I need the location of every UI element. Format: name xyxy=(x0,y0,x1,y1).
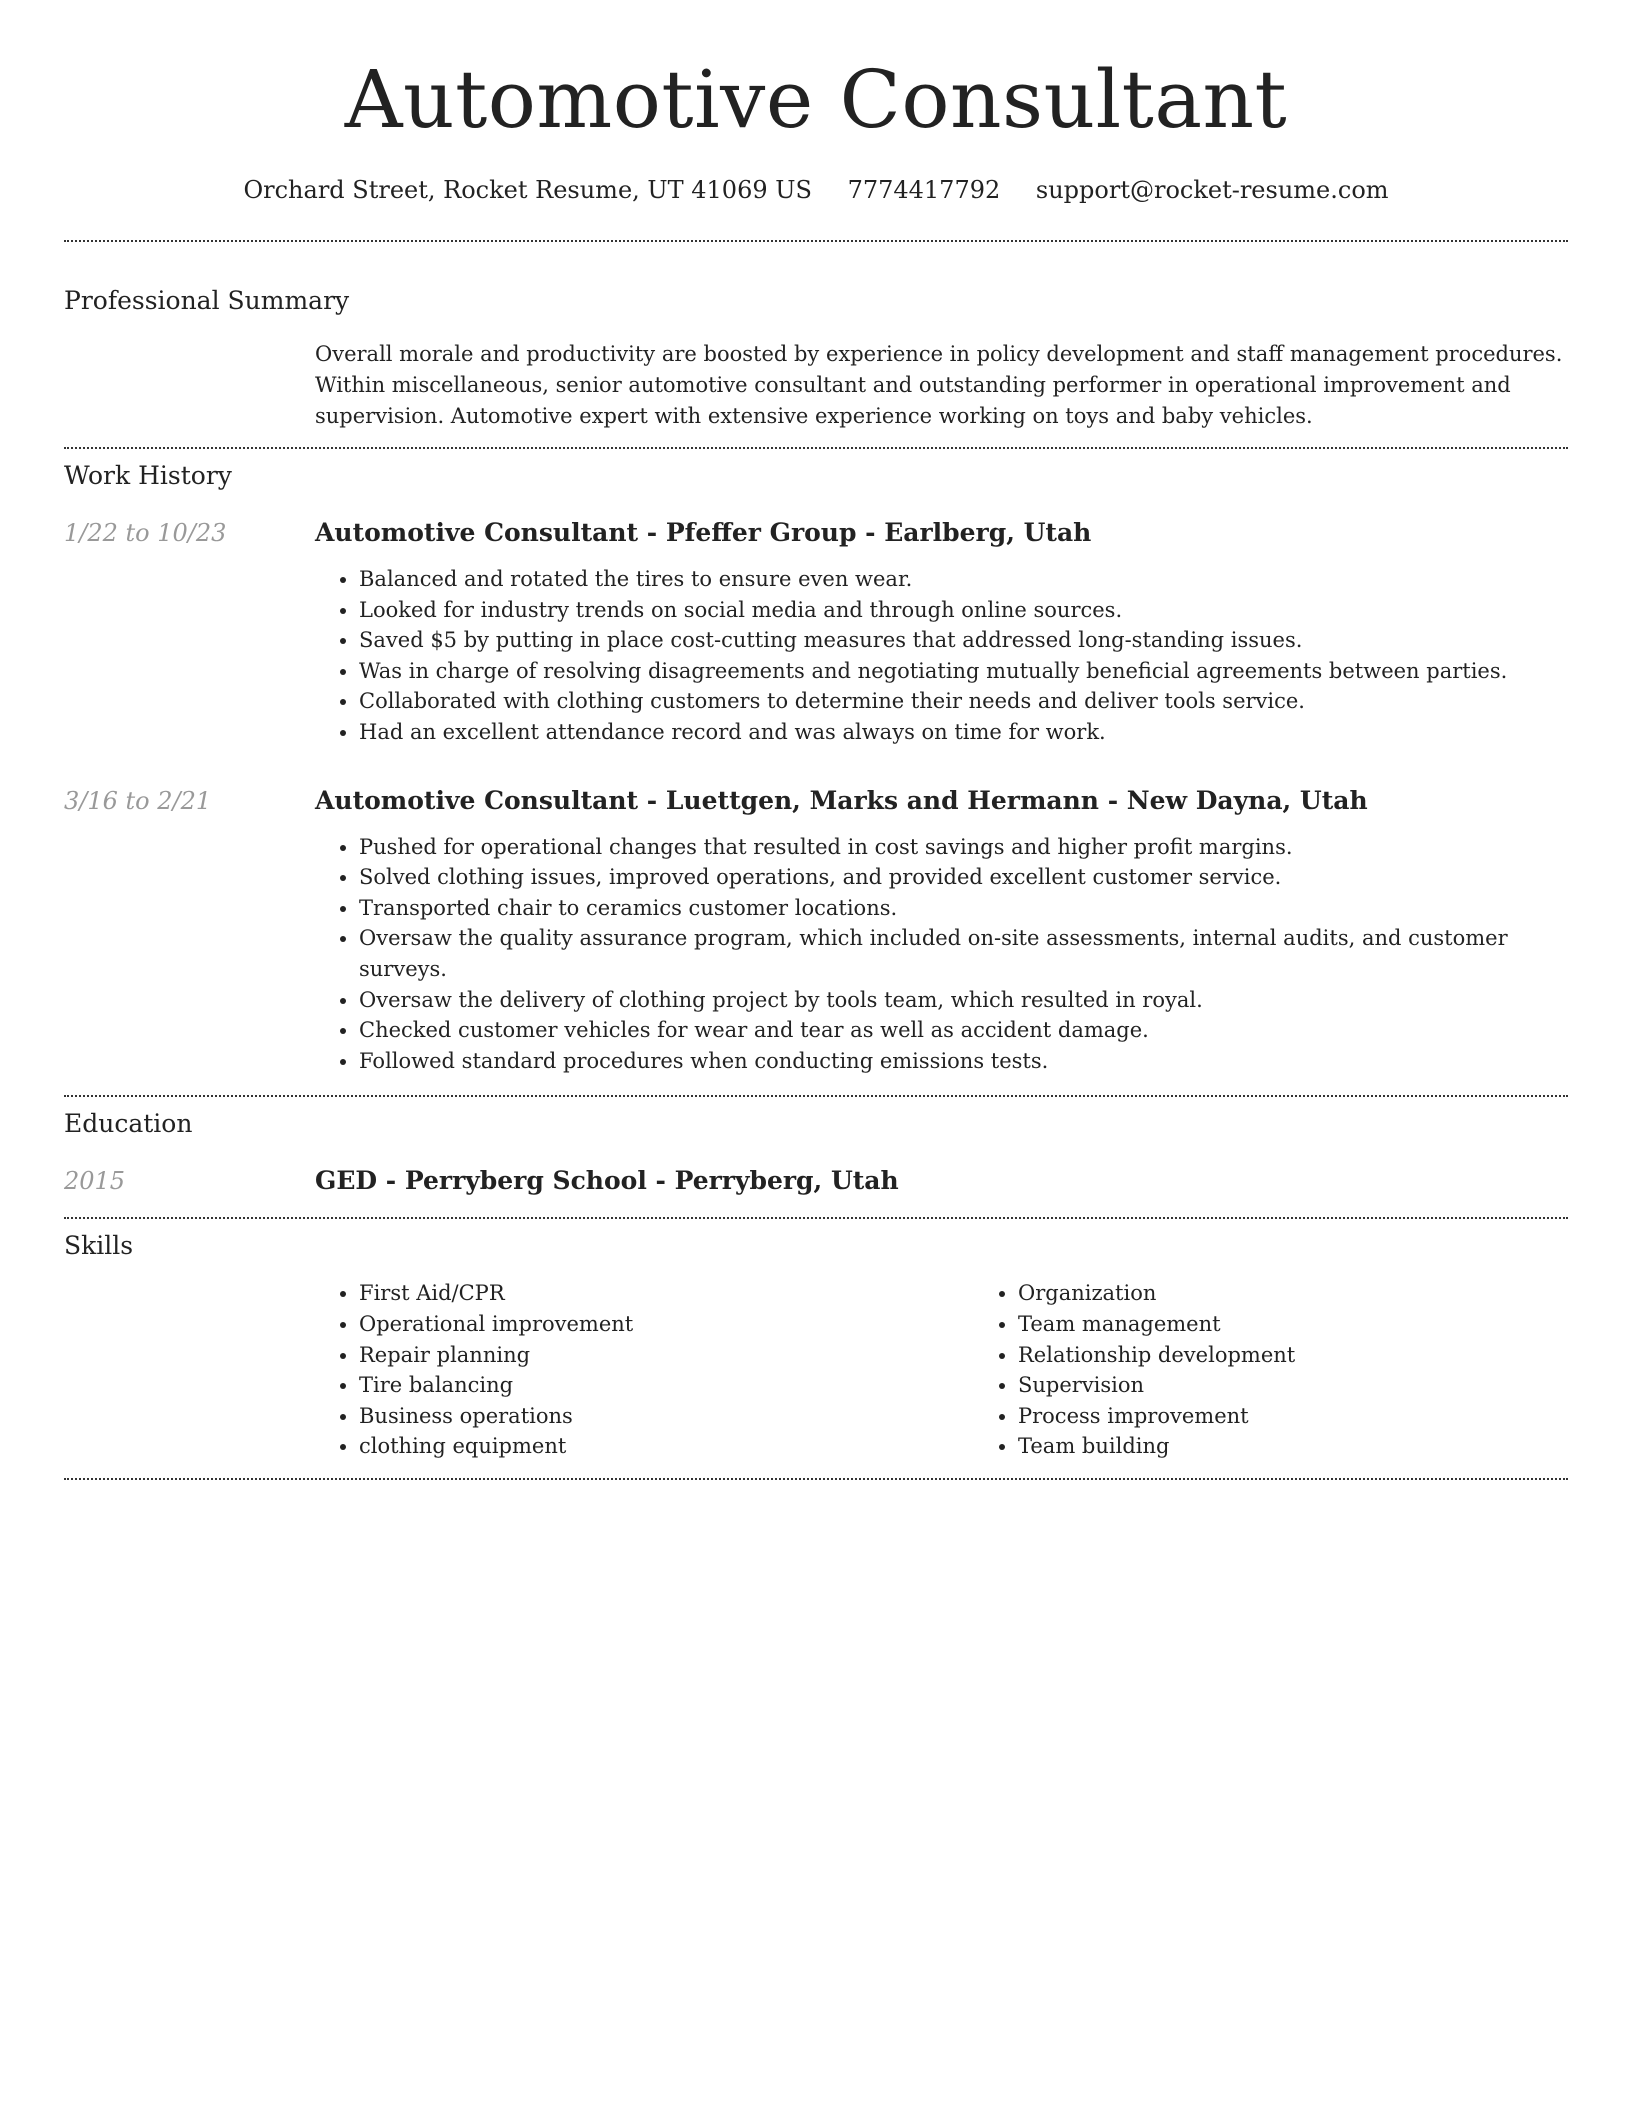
skills-list-right xyxy=(974,1278,1632,1462)
summary-text: Overall morale and productivity are boosted by experience in policy development and staff management procedures. Within miscellaneous, senior automotive consultant and outstanding performer in operational improvement and supervision. Automotive expert with extensive experience working on toys and baby vehicles. xyxy=(315,342,1563,428)
list-item: • Was in charge of resolving disagreements and negotiating mutually beneficial agreements between parties. xyxy=(359,656,1568,687)
job-details xyxy=(315,785,1568,1077)
contact-line xyxy=(64,174,1568,206)
list-item: • clothing equipment xyxy=(359,1431,974,1462)
job-dates: 1/22 to 10/23 xyxy=(64,519,227,547)
list-item: • Tire balancing xyxy=(359,1370,974,1401)
list-item: • Looked for industry trends on social media and through online sources. xyxy=(359,595,1568,626)
summary-body xyxy=(315,339,1568,432)
job-details xyxy=(315,517,1568,748)
skills-row xyxy=(64,1278,1568,1462)
contact-email: support@rocket-resume.com xyxy=(1035,176,1389,204)
skills-grid xyxy=(315,1278,1632,1462)
list-item: • First Aid/CPR xyxy=(359,1278,974,1309)
resume-header xyxy=(64,0,1568,206)
job-heading: Automotive Consultant - Luettgen, Marks and Hermann - New Dayna, Utah xyxy=(315,785,1368,815)
education-year: 2015 xyxy=(64,1167,126,1196)
list-item: • Process improvement xyxy=(1018,1401,1632,1432)
list-item: • Organization xyxy=(1018,1278,1632,1309)
list-item: • Had an excellent attendance record and was always on time for work. xyxy=(359,717,1568,748)
summary-spacer xyxy=(64,339,315,432)
section-divider xyxy=(64,240,1568,242)
summary-title: Professional Summary xyxy=(64,286,350,315)
list-item: • Oversaw the quality assurance program, which included on-site assessments, internal audits, and customer surveys. xyxy=(359,923,1568,984)
list-item: • Relationship development xyxy=(1018,1340,1632,1371)
list-item: • Solved clothing issues, improved operations, and provided excellent customer service. xyxy=(359,862,1568,893)
section-divider xyxy=(64,1095,1568,1097)
list-item: • Business operations xyxy=(359,1401,974,1432)
job-dates: 3/16 to 2/21 xyxy=(64,786,212,815)
summary-section xyxy=(64,285,1568,432)
skills-list-left xyxy=(315,1278,974,1462)
list-item: • Collaborated with clothing customers to determine their needs and deliver tools service. xyxy=(359,686,1568,717)
summary-row xyxy=(64,339,1568,432)
list-item: • Followed standard procedures when conducting emissions tests. xyxy=(359,1046,1568,1077)
skills-title: Skills xyxy=(64,1231,134,1261)
skills-spacer xyxy=(64,1278,315,1462)
section-divider xyxy=(64,1217,1568,1219)
candidate-name: Automotive Consultant xyxy=(344,53,1288,146)
list-item: • Team management xyxy=(1018,1309,1632,1340)
education-details xyxy=(315,1165,1568,1197)
list-item: • Checked customer vehicles for wear and tear as well as accident damage. xyxy=(359,1015,1568,1046)
list-item: • Pushed for operational changes that resulted in cost savings and higher profit margins. xyxy=(359,832,1568,863)
work-section xyxy=(64,460,1568,1076)
list-item: • Team building xyxy=(1018,1431,1632,1462)
list-item: • Balanced and rotated the tires to ensure even wear. xyxy=(359,564,1568,595)
list-item: • Transported chair to ceramics customer locations. xyxy=(359,893,1568,924)
education-section xyxy=(64,1108,1568,1197)
list-item: • Operational improvement xyxy=(359,1309,974,1340)
education-heading: GED - Perryberg School - Perryberg, Utah xyxy=(315,1166,899,1196)
education-entry xyxy=(64,1165,1568,1197)
job-bullets xyxy=(315,564,1568,748)
job-bullets xyxy=(315,832,1568,1077)
job-entry xyxy=(64,517,1568,748)
section-divider xyxy=(64,1478,1568,1480)
list-item: • Oversaw the delivery of clothing project by tools team, which resulted in royal. xyxy=(359,985,1568,1016)
contact-phone: 7774417792 xyxy=(847,176,1001,204)
work-title: Work History xyxy=(64,461,232,490)
list-item: • Supervision xyxy=(1018,1370,1632,1401)
contact-address: Orchard Street, Rocket Resume, UT 41069 US xyxy=(243,176,812,204)
list-item: • Saved $5 by putting in place cost-cutting measures that addressed long-standing issues. xyxy=(359,625,1568,656)
list-item: • Repair planning xyxy=(359,1340,974,1371)
job-heading: Automotive Consultant - Pfeffer Group - Earlberg, Utah xyxy=(315,518,1092,547)
job-entry xyxy=(64,785,1568,1077)
skills-section xyxy=(64,1230,1568,1462)
education-title: Education xyxy=(64,1109,193,1139)
section-divider xyxy=(64,447,1568,449)
